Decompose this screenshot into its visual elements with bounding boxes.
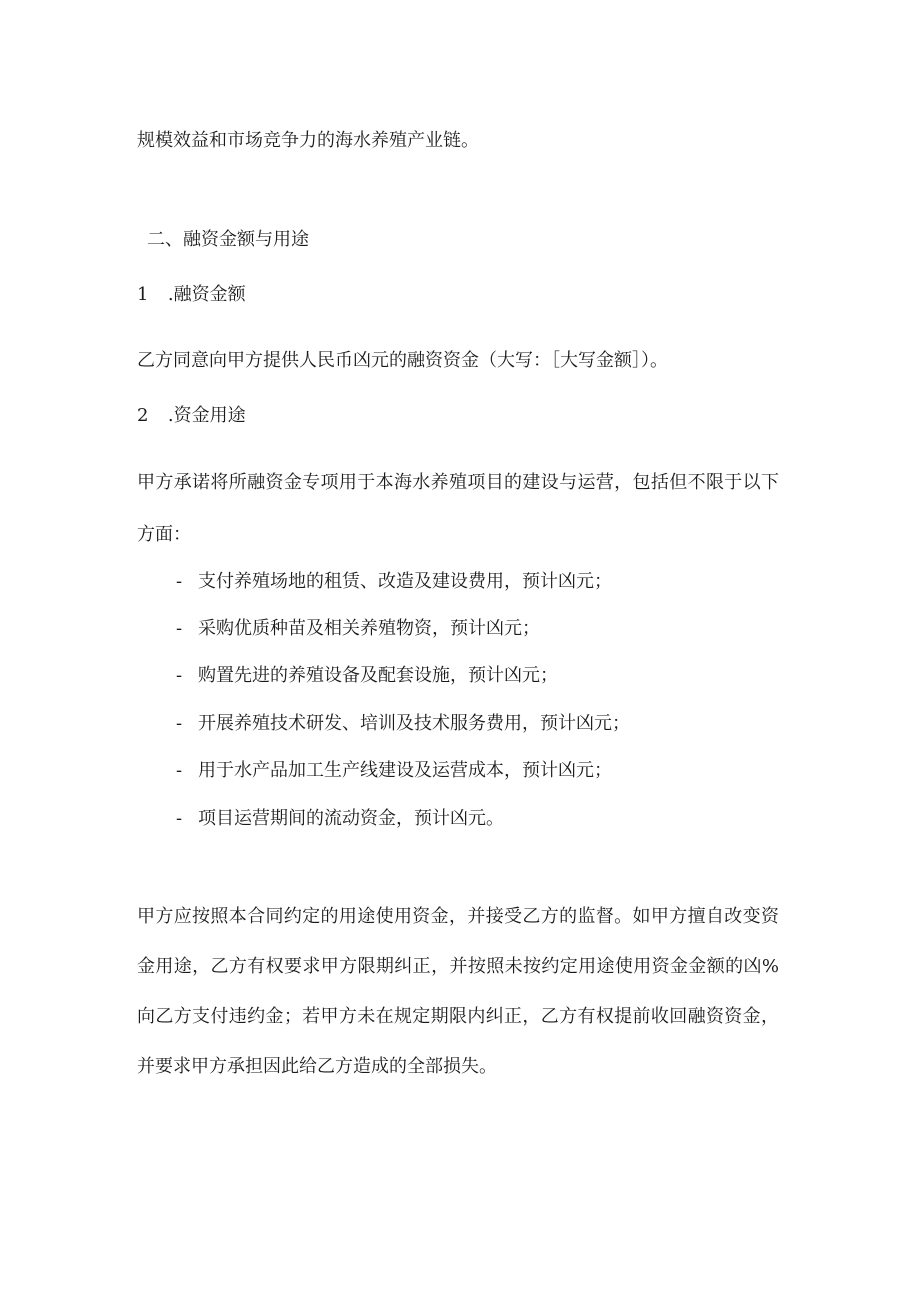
bullet-dash: - [176, 713, 183, 734]
list-item-text: 购置先进的养殖设备及配套设施，预计凶元； [198, 665, 558, 686]
closing-paragraph-line-4: 并要求甲方承担因此给乙方造成的全部损失。 [137, 1056, 497, 1077]
financing-amount-paragraph: 乙方同意向甲方提供人民币凶元的融资资金（大写：［大写金额］）。 [137, 350, 668, 371]
subsection-1-title: .融资金额 [167, 284, 246, 305]
list-item [176, 664, 558, 688]
list-item [176, 712, 630, 736]
closing-paragraph-line-3: 向乙方支付违约金；若甲方未在规定期限内纠正，乙方有权提前收回融资资金， [137, 1006, 779, 1027]
usage-intro-line-1: 甲方承诺将所融资金专项用于本海水养殖项目的建设与运营，包括但不限于以下 [137, 472, 779, 493]
list-item-text: 用于水产品加工生产线建设及运营成本，预计凶元； [198, 760, 612, 781]
bullet-dash: - [176, 618, 183, 639]
list-item [176, 759, 612, 783]
usage-intro-line-2: 方面： [137, 524, 191, 545]
list-item-text: 项目运营期间的流动资金，预计凶元。 [198, 808, 504, 829]
continuation-text: 规模效益和市场竞争力的海水养殖产业链。 [137, 130, 479, 151]
subsection-2-heading [137, 404, 246, 428]
subsection-2-number: 2 [137, 405, 149, 426]
bullet-dash: - [176, 808, 183, 829]
list-item [176, 807, 504, 831]
closing-paragraph-line-1: 甲方应按照本合同约定的用途使用资金，并接受乙方的监督。如甲方擅自改变资 [137, 906, 779, 927]
subsection-1-heading [137, 283, 246, 307]
bullet-dash: - [176, 571, 183, 592]
list-item-text: 开展养殖技术研发、培训及技术服务费用，预计凶元； [198, 713, 630, 734]
list-item [176, 617, 540, 641]
list-item-text: 采购优质种苗及相关养殖物资，预计凶元； [198, 618, 540, 639]
list-item [176, 570, 612, 594]
subsection-2-title: .资金用途 [167, 405, 246, 426]
bullet-dash: - [176, 665, 183, 686]
section-heading: 二、融资金额与用途 [147, 229, 309, 250]
closing-paragraph-line-2: 金用途，乙方有权要求甲方限期纠正，并按照未按约定用途使用资金金额的凶% [137, 956, 779, 977]
bullet-dash: - [176, 760, 183, 781]
list-item-text: 支付养殖场地的租赁、改造及建设费用，预计凶元； [198, 571, 612, 592]
subsection-1-number: 1 [137, 284, 149, 305]
